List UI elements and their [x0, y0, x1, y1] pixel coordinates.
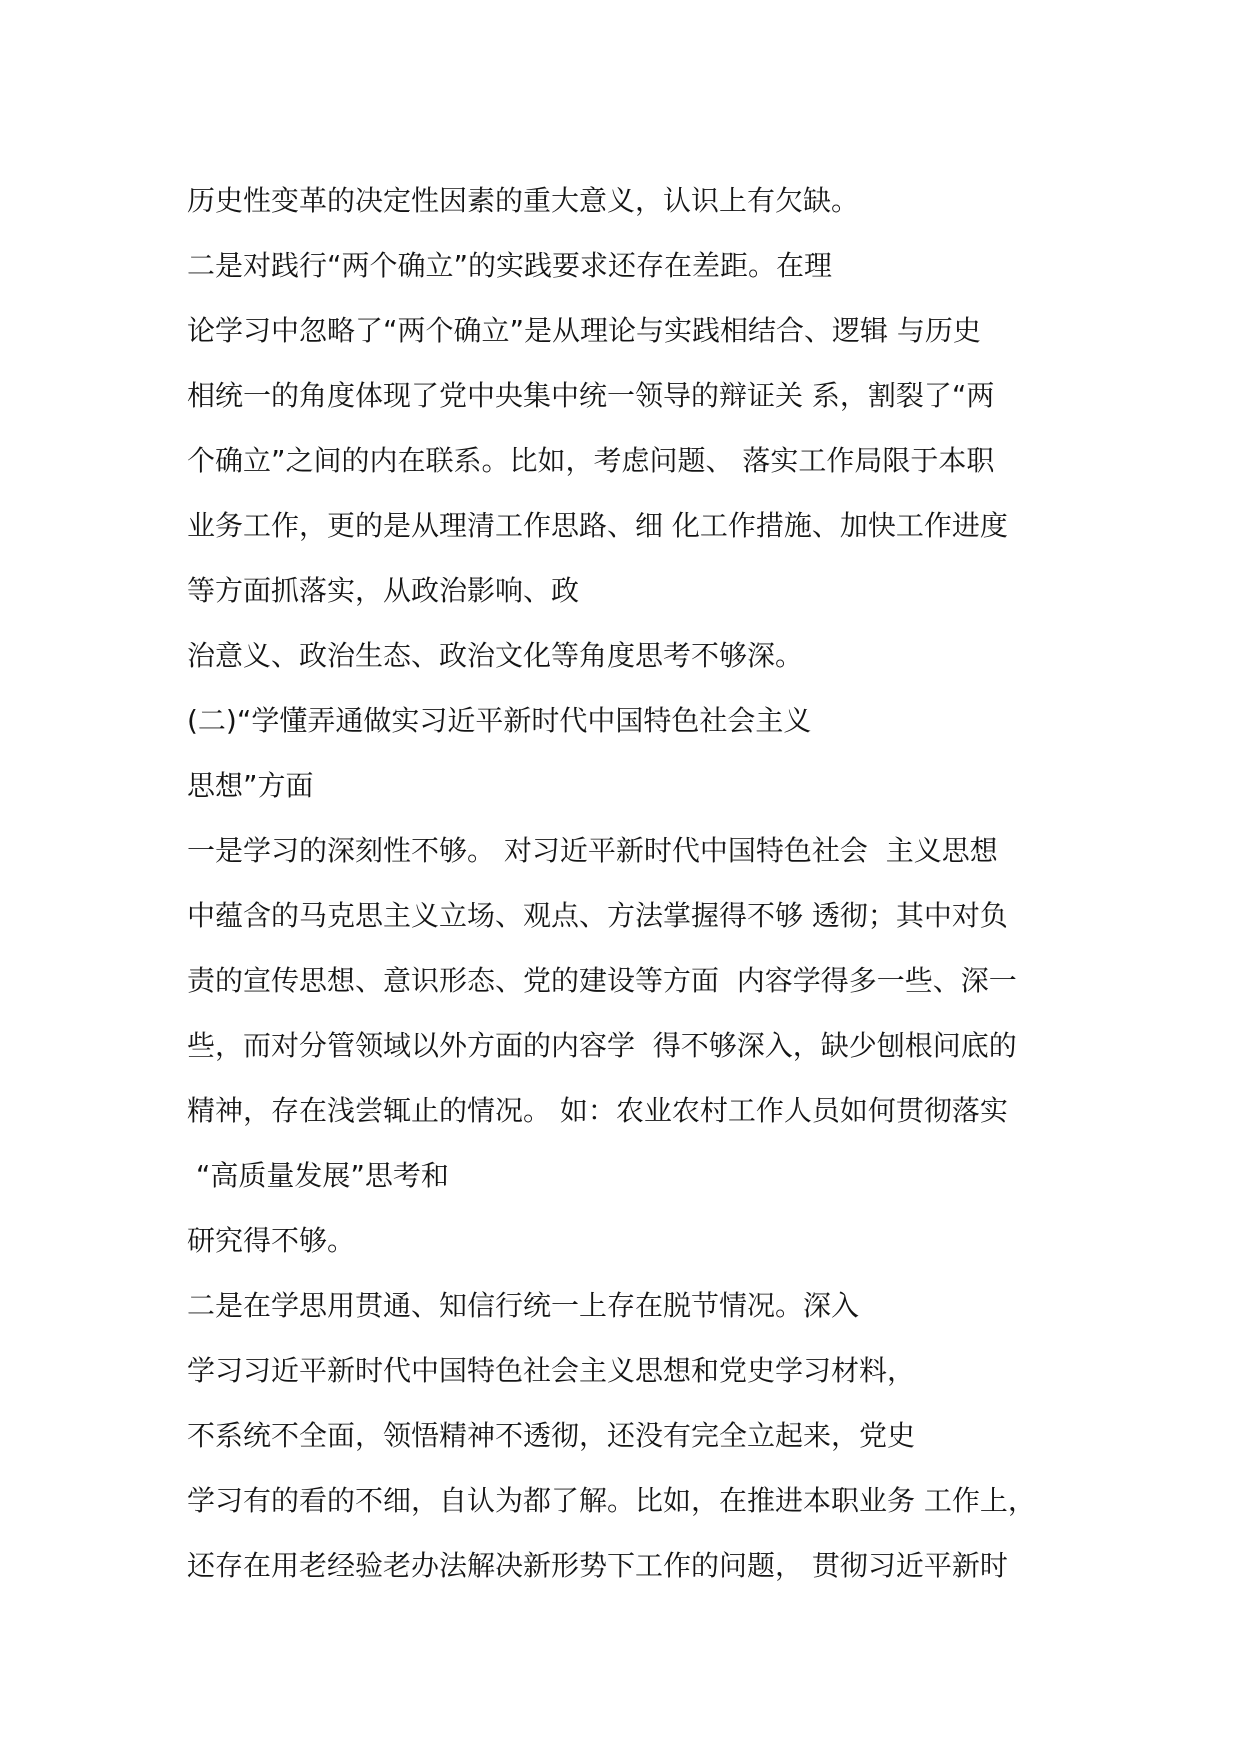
text-line-4: 相统一的角度体现了党中央集中统一领导的辩证关 系，割裂了“两: [187, 379, 995, 412]
body-text: [187, 168, 1087, 1598]
text-line-1: 历史性变革的决定性因素的重大意义，认识上有欠缺。: [187, 184, 860, 217]
text-line-11: 一是学习的深刻性不够。 对习近平新时代中国特色社会 主义思想: [187, 834, 998, 867]
text-line-22: 还存在用老经验老办法解决新形势下工作的问题， 贯彻习近平新时: [187, 1549, 1008, 1582]
text-line-3: 论学习中忽略了“两个确立”是从理论与实践相结合、逻辑 与历史: [187, 314, 981, 347]
text-line-20: 不系统不全面，领悟精神不透彻，还没有完全立起来，党史: [187, 1419, 916, 1452]
text-line-2: 二是对践行“两个确立”的实践要求还存在差距。在理: [187, 249, 833, 282]
text-line-15: 精神，存在浅尝辄止的情况。 如：农业农村工作人员如何贯彻落实: [187, 1094, 1008, 1127]
text-line-18: 二是在学思用贯通、知信行统一上存在脱节情况。深入: [187, 1289, 860, 1322]
text-line-5: 个确立”之间的内在联系。比如，考虑问题、 落实工作局限于本职: [187, 444, 995, 477]
text-line-14: 些，而对分管领域以外方面的内容学 得不够深入，缺少刨根问底的: [187, 1029, 1017, 1062]
text-line-13: 责的宣传思想、意识形态、党的建设等方面 内容学得多一些、深一: [187, 964, 1017, 997]
text-line-8: 治意义、政治生态、政治文化等角度思考不够深。: [187, 639, 804, 672]
section-heading-line-1: (二)“学懂弄通做实习近平新时代中国特色社会主义: [187, 704, 812, 737]
text-line-12: 中蕴含的马克思主义立场、观点、方法掌握得不够 透彻；其中对负: [187, 899, 1008, 932]
text-line-16: “高质量发展”思考和: [187, 1159, 449, 1192]
text-line-6: 业务工作，更的是从理清工作思路、细 化工作措施、加快工作进度: [187, 509, 1008, 542]
text-line-17: 研究得不够。: [187, 1224, 356, 1257]
text-line-19: 学习习近平新时代中国特色社会主义思想和党史学习材料，: [187, 1354, 916, 1387]
section-heading-line-2: 思想”方面: [187, 769, 314, 802]
text-line-7: 等方面抓落实，从政治影响、政: [187, 574, 580, 607]
text-line-21: 学习有的看的不细，自认为都了解。比如，在推进本职业务 工作上，: [187, 1484, 1036, 1517]
